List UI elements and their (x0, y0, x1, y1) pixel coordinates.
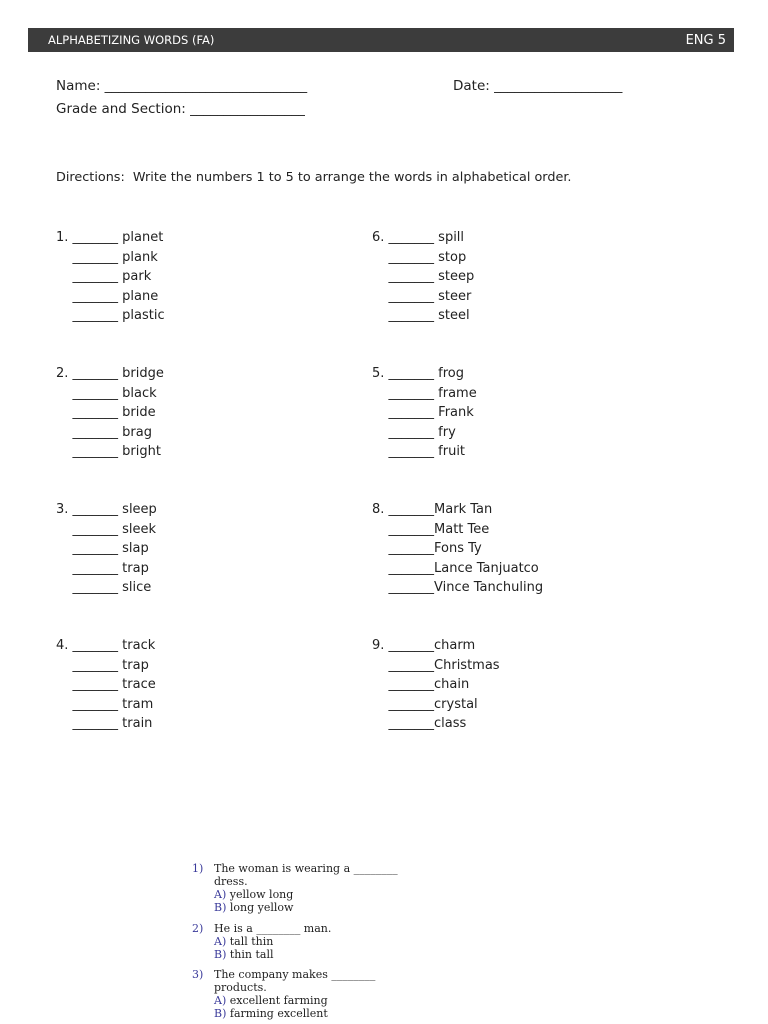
answer-option-b (192, 901, 452, 914)
option-text: thin tall (229, 948, 274, 961)
option-letter: A) (214, 935, 227, 948)
option-text: farming excellent (229, 1007, 328, 1020)
word-row: _______Christmas (372, 657, 500, 673)
header-bar (28, 28, 734, 52)
option-text: long yellow (229, 901, 294, 914)
question-number: 3) (192, 968, 204, 981)
option-letter: A) (214, 888, 227, 901)
word-row: _______ black (56, 385, 157, 401)
question-text-continued: products. (214, 981, 267, 994)
word-row: _______ trap (56, 560, 149, 576)
worksheet-title: ALPHABETIZING WORDS (FA) (48, 33, 215, 47)
quiz-question (192, 922, 452, 961)
answer-option-a (192, 994, 452, 1007)
answer-option-a (192, 935, 452, 948)
word-row: _______Fons Ty (372, 541, 482, 556)
word-row: 9. _______charm (372, 638, 476, 653)
word-row: _______ slap (56, 541, 149, 556)
word-row: _______ plastic (56, 308, 165, 323)
grade-section-field: Grade and Section: _________________ (56, 101, 305, 117)
option-text: excellent farming (229, 994, 328, 1007)
word-row: _______ steel (372, 308, 470, 323)
subject-code: ENG 5 (685, 32, 726, 48)
quiz-question (192, 862, 452, 914)
word-row: _______ fry (372, 424, 456, 440)
option-text: tall thin (229, 935, 274, 948)
question-text: The company makes ________ (214, 968, 376, 981)
word-row: _______ slice (56, 580, 152, 595)
word-row: _______ plank (56, 249, 158, 265)
option-letter: A) (214, 994, 227, 1007)
word-row: _______ sleek (56, 521, 157, 537)
word-row: _______ trace (56, 677, 156, 692)
word-row: _______ stop (372, 249, 467, 265)
option-letter: B) (214, 948, 227, 961)
word-row: _______ brag (56, 424, 152, 440)
question-text-continued: dress. (214, 875, 248, 888)
question-text: The woman is wearing a ________ (214, 862, 398, 875)
word-row: _______ fruit (372, 444, 466, 459)
answer-option-b (192, 948, 452, 961)
word-row: 5. _______ frog (372, 366, 465, 381)
word-row: _______ Frank (372, 405, 474, 420)
question-text: He is a ________ man. (214, 922, 332, 935)
word-row: _______crystal (372, 696, 478, 712)
word-row: 8. _______Mark Tan (372, 502, 493, 517)
option-letter: B) (214, 1007, 227, 1020)
name-field: Name: ______________________________ (56, 78, 308, 94)
word-row: _______ steer (372, 288, 472, 304)
word-row: _______ trap (56, 657, 149, 673)
option-letter: B) (214, 901, 227, 914)
word-row: _______ park (56, 269, 152, 284)
word-row: _______Lance Tanjuatco (372, 560, 539, 576)
word-row: 3. _______ sleep (56, 502, 157, 517)
option-text: yellow long (229, 888, 294, 901)
word-row: _______ plane (56, 288, 159, 304)
word-row: _______ bright (56, 444, 161, 459)
answer-option-b (192, 1007, 452, 1020)
word-row: _______ train (56, 716, 153, 731)
word-row: 2. _______ bridge (56, 366, 164, 381)
word-row: _______class (372, 716, 467, 731)
date-field: Date: ___________________ (453, 78, 623, 94)
answer-option-a (192, 888, 452, 901)
question-number: 1) (192, 862, 204, 875)
word-row: 1. _______ planet (56, 230, 164, 245)
word-row: _______Vince Tanchuling (372, 580, 544, 595)
directions-text: Directions: Write the numbers 1 to 5 to arrange the words in alphabetical order. (56, 170, 572, 185)
word-row: _______ bride (56, 405, 156, 420)
word-row: _______ tram (56, 696, 154, 712)
word-row: 6. _______ spill (372, 230, 465, 245)
word-row: _______ steep (372, 269, 475, 284)
question-number: 2) (192, 922, 204, 935)
quiz-question (192, 968, 452, 1020)
word-row: _______Matt Tee (372, 521, 490, 537)
word-row: _______ frame (372, 385, 477, 401)
word-row: _______chain (372, 677, 470, 692)
word-row: 4. _______ track (56, 638, 156, 653)
